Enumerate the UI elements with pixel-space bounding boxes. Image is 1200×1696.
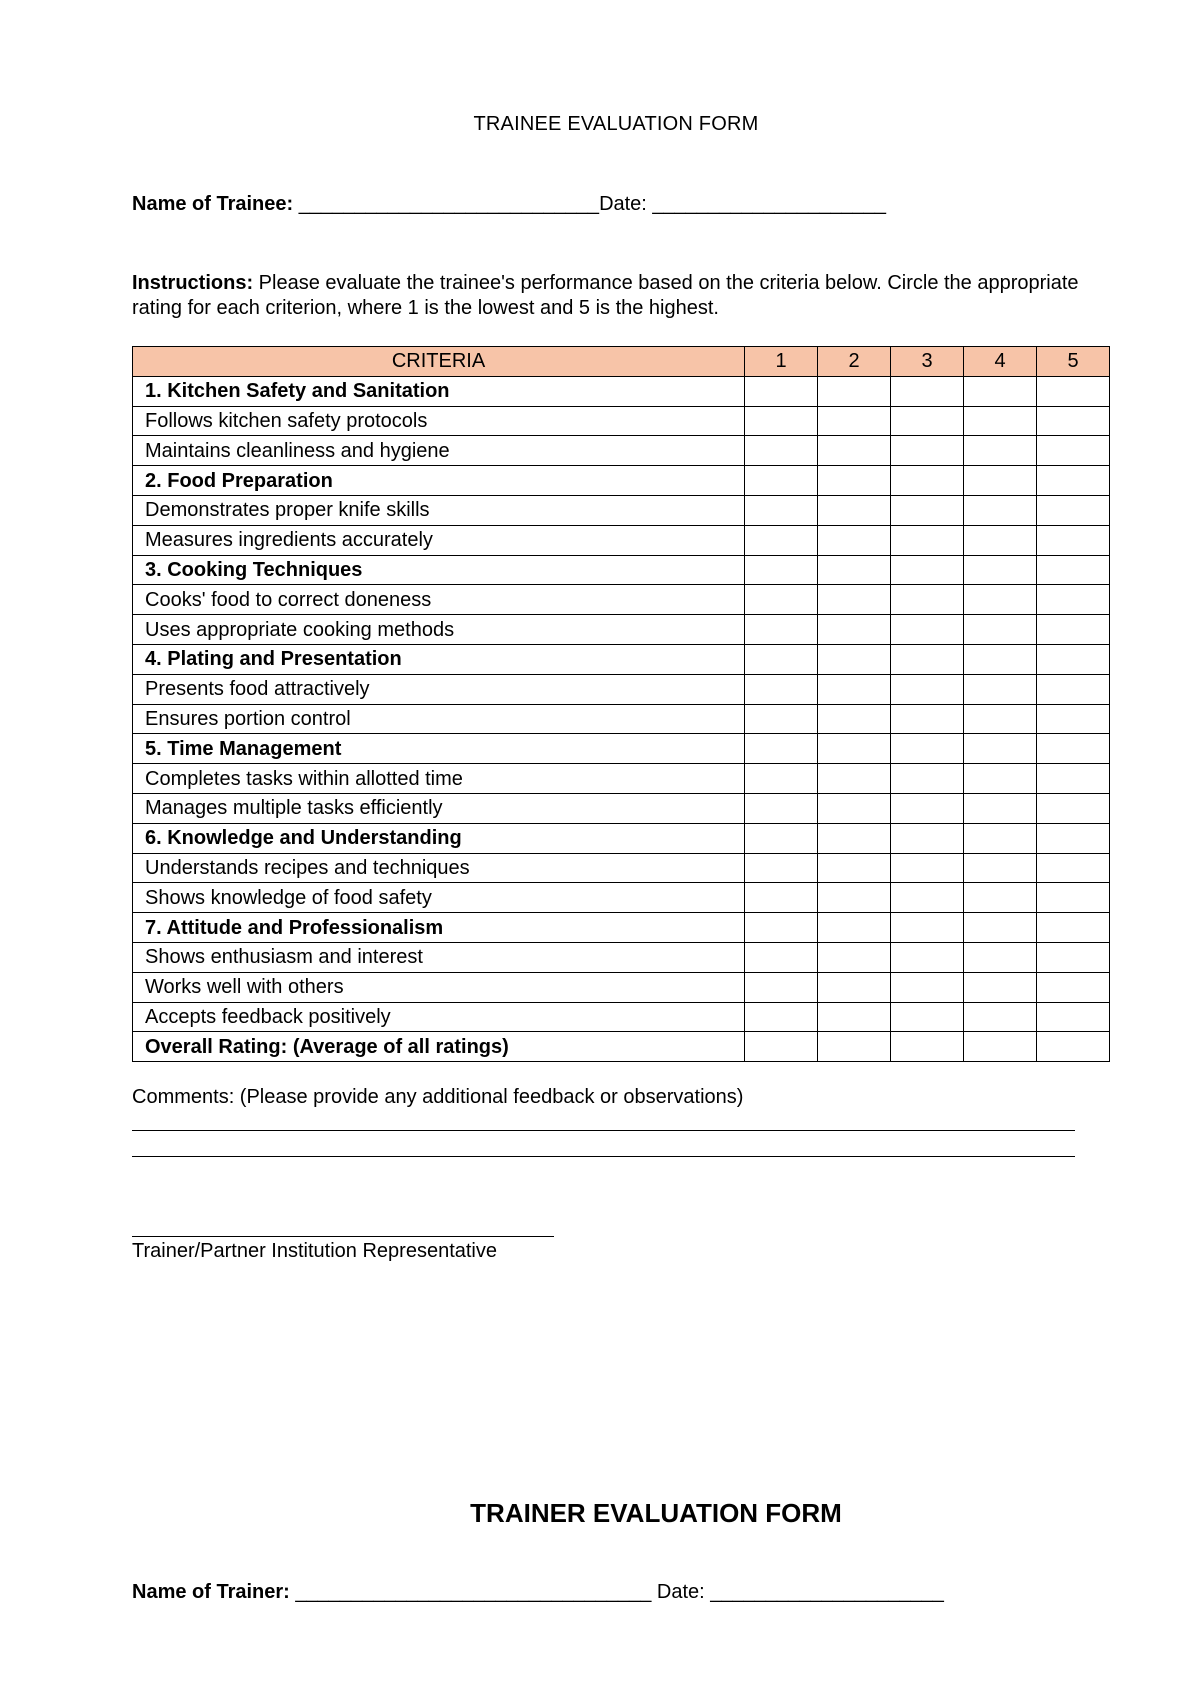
header-rating-5: 5 <box>1037 347 1110 377</box>
criteria-section-label: 4. Plating and Presentation <box>133 644 745 674</box>
comments-line-1[interactable] <box>132 1130 1075 1131</box>
criteria-body <box>133 376 1110 1061</box>
criteria-row <box>133 853 1110 883</box>
criteria-section-row <box>133 734 1110 764</box>
rating-cell-5[interactable] <box>1037 883 1110 913</box>
rating-cell-2[interactable] <box>818 972 891 1002</box>
trainee-name-label: Name of Trainee: <box>132 193 294 215</box>
criteria-label: Measures ingredients accurately <box>133 525 745 555</box>
rating-cell-5[interactable] <box>1037 793 1110 823</box>
rating-cell-3[interactable] <box>891 1032 964 1062</box>
comments-label: Comments: (Please provide any additional feedback or observations) <box>132 1086 744 1108</box>
criteria-row <box>133 674 1110 704</box>
trainer-name-row <box>132 1581 944 1604</box>
rating-cell-1[interactable] <box>745 495 818 525</box>
criteria-label: Shows enthusiasm and interest <box>133 942 745 972</box>
rating-cell-1[interactable] <box>745 913 818 943</box>
instructions-paragraph <box>132 271 1112 321</box>
rating-cell-5[interactable] <box>1037 495 1110 525</box>
rating-cell-2[interactable] <box>818 942 891 972</box>
criteria-row <box>133 704 1110 734</box>
criteria-label: Presents food attractively <box>133 674 745 704</box>
rating-cell-2[interactable] <box>818 585 891 615</box>
signature-caption: Trainer/Partner Institution Representative <box>132 1240 497 1262</box>
criteria-row <box>133 585 1110 615</box>
rating-cell-3[interactable] <box>891 376 964 406</box>
criteria-section-label: 3. Cooking Techniques <box>133 555 745 585</box>
criteria-table <box>132 346 1110 1062</box>
rating-cell-1[interactable] <box>745 585 818 615</box>
rating-cell-4[interactable] <box>964 525 1037 555</box>
rating-cell-1[interactable] <box>745 615 818 645</box>
rating-cell-4[interactable] <box>964 436 1037 466</box>
rating-cell-2[interactable] <box>818 1002 891 1032</box>
criteria-section-row <box>133 376 1110 406</box>
rating-cell-3[interactable] <box>891 1002 964 1032</box>
rating-cell-4[interactable] <box>964 823 1037 853</box>
rating-cell-4[interactable] <box>964 406 1037 436</box>
trainer-form-title: TRAINER EVALUATION FORM <box>470 1498 842 1528</box>
header-rating-3: 3 <box>891 347 964 377</box>
criteria-label: Works well with others <box>133 972 745 1002</box>
rating-cell-4[interactable] <box>964 734 1037 764</box>
trainee-date-blank[interactable]: _____________________ <box>646 193 887 215</box>
rating-cell-1[interactable] <box>745 376 818 406</box>
rating-cell-3[interactable] <box>891 883 964 913</box>
rating-cell-2[interactable] <box>818 853 891 883</box>
rating-cell-1[interactable] <box>745 436 818 466</box>
rating-cell-3[interactable] <box>891 436 964 466</box>
rating-cell-5[interactable] <box>1037 436 1110 466</box>
rating-cell-2[interactable] <box>818 466 891 496</box>
rating-cell-3[interactable] <box>891 674 964 704</box>
trainee-form-title: TRAINEE EVALUATION FORM <box>473 113 759 135</box>
rating-cell-2[interactable] <box>818 883 891 913</box>
rating-cell-4[interactable] <box>964 883 1037 913</box>
criteria-label: Manages multiple tasks efficiently <box>133 793 745 823</box>
trainee-name-blank[interactable]: ___________________________ <box>293 193 600 215</box>
trainer-name-blank[interactable]: ________________________________ <box>289 1581 652 1603</box>
rating-cell-5[interactable] <box>1037 585 1110 615</box>
rating-cell-3[interactable] <box>891 525 964 555</box>
rating-cell-5[interactable] <box>1037 674 1110 704</box>
criteria-section-label: Overall Rating: (Average of all ratings) <box>133 1032 745 1062</box>
criteria-label: Shows knowledge of food safety <box>133 883 745 913</box>
rating-cell-1[interactable] <box>745 555 818 585</box>
criteria-row <box>133 764 1110 794</box>
rating-cell-5[interactable] <box>1037 972 1110 1002</box>
criteria-label: Ensures portion control <box>133 704 745 734</box>
rating-cell-4[interactable] <box>964 585 1037 615</box>
rating-cell-3[interactable] <box>891 644 964 674</box>
rating-cell-2[interactable] <box>818 793 891 823</box>
rating-cell-5[interactable] <box>1037 734 1110 764</box>
rating-cell-4[interactable] <box>964 793 1037 823</box>
criteria-label: Follows kitchen safety protocols <box>133 406 745 436</box>
criteria-row <box>133 883 1110 913</box>
criteria-row <box>133 942 1110 972</box>
rating-cell-1[interactable] <box>745 972 818 1002</box>
rating-cell-2[interactable] <box>818 823 891 853</box>
criteria-label: Uses appropriate cooking methods <box>133 615 745 645</box>
criteria-section-row <box>133 466 1110 496</box>
criteria-row <box>133 495 1110 525</box>
rating-cell-3[interactable] <box>891 585 964 615</box>
rating-cell-5[interactable] <box>1037 376 1110 406</box>
rating-cell-2[interactable] <box>818 555 891 585</box>
criteria-row <box>133 1002 1110 1032</box>
rating-cell-2[interactable] <box>818 525 891 555</box>
criteria-section-row <box>133 644 1110 674</box>
rating-cell-3[interactable] <box>891 853 964 883</box>
criteria-label: Completes tasks within allotted time <box>133 764 745 794</box>
criteria-label: Maintains cleanliness and hygiene <box>133 436 745 466</box>
rating-cell-1[interactable] <box>745 406 818 436</box>
rating-cell-4[interactable] <box>964 972 1037 1002</box>
rating-cell-5[interactable] <box>1037 644 1110 674</box>
rating-cell-4[interactable] <box>964 644 1037 674</box>
rating-cell-1[interactable] <box>745 734 818 764</box>
rating-cell-1[interactable] <box>745 764 818 794</box>
criteria-row <box>133 525 1110 555</box>
rating-cell-5[interactable] <box>1037 823 1110 853</box>
rating-cell-5[interactable] <box>1037 525 1110 555</box>
criteria-label: Understands recipes and techniques <box>133 853 745 883</box>
trainee-name-row <box>132 193 886 216</box>
criteria-section-row <box>133 913 1110 943</box>
rating-cell-5[interactable] <box>1037 466 1110 496</box>
header-rating-2: 2 <box>818 347 891 377</box>
rating-cell-5[interactable] <box>1037 1002 1110 1032</box>
rating-cell-2[interactable] <box>818 764 891 794</box>
rating-cell-2[interactable] <box>818 734 891 764</box>
rating-cell-4[interactable] <box>964 1032 1037 1062</box>
criteria-section-label: 6. Knowledge and Understanding <box>133 823 745 853</box>
criteria-row <box>133 793 1110 823</box>
rating-cell-3[interactable] <box>891 793 964 823</box>
rating-cell-1[interactable] <box>745 674 818 704</box>
rating-cell-3[interactable] <box>891 972 964 1002</box>
rating-cell-1[interactable] <box>745 466 818 496</box>
header-rating-1: 1 <box>745 347 818 377</box>
criteria-section-row <box>133 823 1110 853</box>
rating-cell-4[interactable] <box>964 495 1037 525</box>
trainer-date-blank[interactable]: _____________________ <box>704 1581 944 1603</box>
rating-cell-1[interactable] <box>745 644 818 674</box>
rating-cell-4[interactable] <box>964 466 1037 496</box>
rating-cell-4[interactable] <box>964 674 1037 704</box>
criteria-row <box>133 972 1110 1002</box>
header-criteria: CRITERIA <box>133 347 745 377</box>
rating-cell-4[interactable] <box>964 913 1037 943</box>
criteria-label: Cooks' food to correct doneness <box>133 585 745 615</box>
rating-cell-4[interactable] <box>964 853 1037 883</box>
rating-cell-3[interactable] <box>891 406 964 436</box>
rating-cell-5[interactable] <box>1037 853 1110 883</box>
rating-cell-3[interactable] <box>891 466 964 496</box>
rating-cell-3[interactable] <box>891 764 964 794</box>
rating-cell-3[interactable] <box>891 555 964 585</box>
criteria-section-row <box>133 555 1110 585</box>
instructions-text: Please evaluate the trainee's performance based on the criteria below. Circle the appropriate rating for each criterion, where 1 is the lowest and 5 is the highest. <box>132 272 1079 319</box>
criteria-section-label: 7. Attitude and Professionalism <box>133 913 745 943</box>
rating-cell-3[interactable] <box>891 495 964 525</box>
rating-cell-1[interactable] <box>745 883 818 913</box>
criteria-row <box>133 436 1110 466</box>
rating-cell-3[interactable] <box>891 734 964 764</box>
rating-cell-3[interactable] <box>891 704 964 734</box>
rating-cell-5[interactable] <box>1037 1032 1110 1062</box>
rating-cell-2[interactable] <box>818 913 891 943</box>
rating-cell-3[interactable] <box>891 615 964 645</box>
criteria-row <box>133 406 1110 436</box>
trainer-date-label: Date: <box>651 1581 705 1603</box>
rating-cell-2[interactable] <box>818 704 891 734</box>
rating-cell-5[interactable] <box>1037 555 1110 585</box>
criteria-section-label: 1. Kitchen Safety and Sanitation <box>133 376 745 406</box>
header-rating-4: 4 <box>964 347 1037 377</box>
criteria-section-row <box>133 1032 1110 1062</box>
rating-cell-1[interactable] <box>745 942 818 972</box>
rating-cell-4[interactable] <box>964 704 1037 734</box>
rating-cell-1[interactable] <box>745 853 818 883</box>
trainee-date-label: Date: <box>599 193 647 215</box>
rating-cell-4[interactable] <box>964 555 1037 585</box>
rating-cell-5[interactable] <box>1037 764 1110 794</box>
criteria-header-row <box>133 347 1110 377</box>
rating-cell-4[interactable] <box>964 942 1037 972</box>
rating-cell-5[interactable] <box>1037 913 1110 943</box>
rating-cell-4[interactable] <box>964 615 1037 645</box>
rating-cell-2[interactable] <box>818 615 891 645</box>
rating-cell-1[interactable] <box>745 1002 818 1032</box>
rating-cell-2[interactable] <box>818 376 891 406</box>
rating-cell-4[interactable] <box>964 376 1037 406</box>
criteria-section-label: 2. Food Preparation <box>133 466 745 496</box>
rating-cell-5[interactable] <box>1037 942 1110 972</box>
rating-cell-1[interactable] <box>745 793 818 823</box>
rating-cell-4[interactable] <box>964 764 1037 794</box>
rating-cell-5[interactable] <box>1037 704 1110 734</box>
rating-cell-3[interactable] <box>891 823 964 853</box>
rating-cell-3[interactable] <box>891 913 964 943</box>
rating-cell-2[interactable] <box>818 495 891 525</box>
rating-cell-2[interactable] <box>818 1032 891 1062</box>
instructions-label: Instructions: <box>132 272 254 294</box>
rating-cell-4[interactable] <box>964 1002 1037 1032</box>
criteria-row <box>133 615 1110 645</box>
rating-cell-1[interactable] <box>745 823 818 853</box>
criteria-section-label: 5. Time Management <box>133 734 745 764</box>
rating-cell-2[interactable] <box>818 644 891 674</box>
rating-cell-2[interactable] <box>818 436 891 466</box>
criteria-label: Accepts feedback positively <box>133 1002 745 1032</box>
comments-line-2[interactable] <box>132 1156 1075 1157</box>
rating-cell-5[interactable] <box>1037 406 1110 436</box>
criteria-label: Demonstrates proper knife skills <box>133 495 745 525</box>
trainer-name-label: Name of Trainer: <box>132 1581 290 1603</box>
rating-cell-1[interactable] <box>745 704 818 734</box>
rating-cell-2[interactable] <box>818 674 891 704</box>
rating-cell-3[interactable] <box>891 942 964 972</box>
signature-line[interactable] <box>132 1236 554 1237</box>
rating-cell-2[interactable] <box>818 406 891 436</box>
rating-cell-5[interactable] <box>1037 615 1110 645</box>
rating-cell-1[interactable] <box>745 525 818 555</box>
rating-cell-1[interactable] <box>745 1032 818 1062</box>
